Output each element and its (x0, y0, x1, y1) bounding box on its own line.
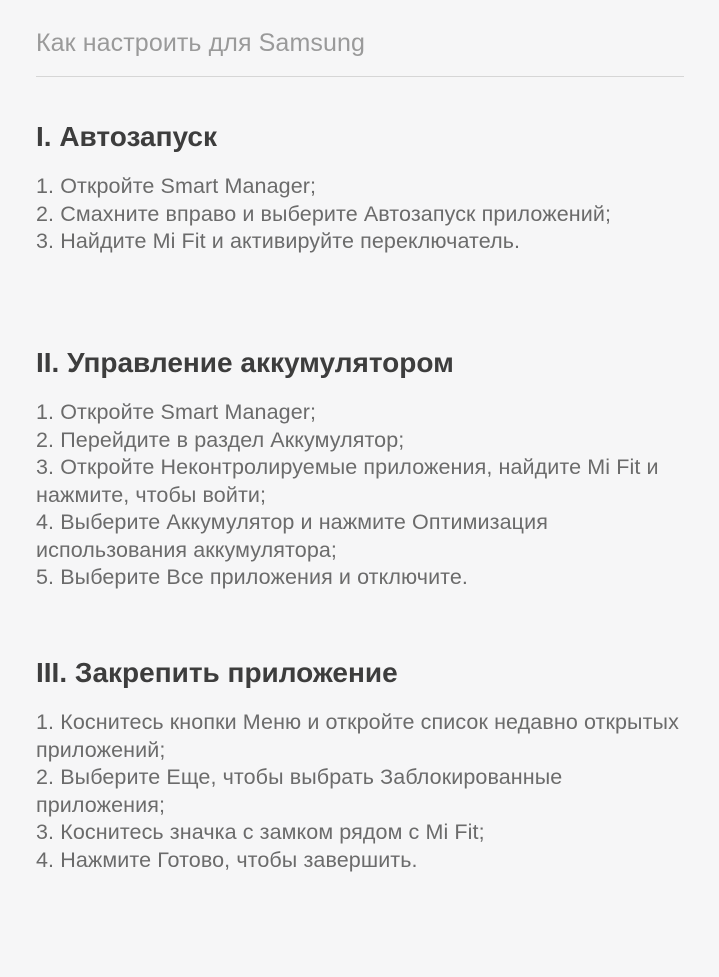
section-heading: III. Закрепить приложение (36, 657, 398, 688)
page-title: Как настроить для Samsung (36, 29, 365, 57)
title-divider (36, 76, 684, 77)
step-item: 1. Откройте Smart Manager; (36, 174, 317, 198)
steps-list (36, 399, 684, 592)
section-pin-app (36, 656, 684, 874)
step-item: 2. Выберите Еще, чтобы выбрать Заблокированные приложения; (36, 765, 563, 817)
section-heading: I. Автозапуск (36, 121, 217, 152)
steps-list (36, 709, 684, 874)
step-item: 3. Найдите Mi Fit и активируйте переключатель. (36, 229, 521, 253)
step-item: 3. Коснитесь значка с замком рядом с Mi Fit; (36, 820, 485, 844)
step-item: 1. Коснитесь кнопки Меню и откройте список недавно открытых приложений; (36, 710, 679, 762)
step-item: 2. Перейдите в раздел Аккумулятор; (36, 427, 405, 452)
step-item: 3. Откройте Неконтролируемые приложения, найдите Mi Fit и нажмите, чтобы войти; (36, 455, 659, 507)
section-heading: II. Управление аккумулятором (36, 347, 454, 378)
section-autostart (36, 120, 684, 256)
step-item: 1. Откройте Smart Manager; (36, 400, 317, 424)
step-item: 2. Смахните вправо и выберите Автозапуск приложений; (36, 201, 612, 226)
steps-list (36, 173, 684, 256)
section-battery-management (36, 346, 684, 592)
step-item: 4. Нажмите Готово, чтобы завершить. (36, 847, 418, 872)
step-item: 5. Выберите Все приложения и отключите. (36, 565, 469, 589)
step-item: 4. Выберите Аккумулятор и нажмите Оптимизация использования аккумулятора; (36, 510, 548, 562)
